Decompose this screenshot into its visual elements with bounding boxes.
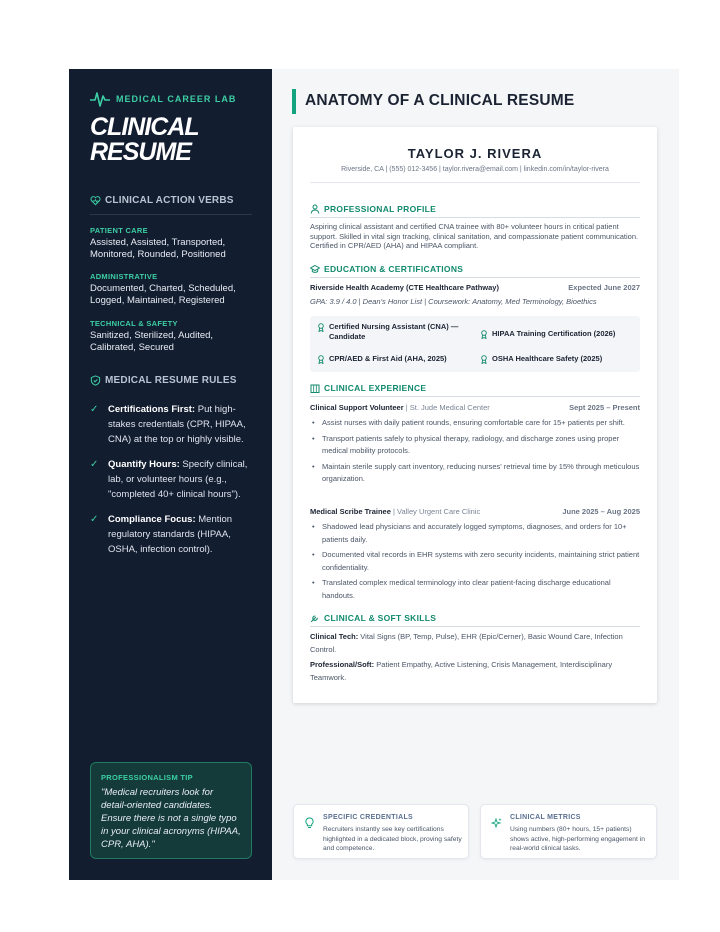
rule-item [90,402,255,447]
heart-pulse-icon [90,195,101,206]
divider [310,626,640,627]
credentials-card [293,804,469,859]
brand-name: MEDICAL CAREER LAB [116,94,237,104]
skills-heading [310,613,436,623]
card-heading: CLINICAL METRICS [510,814,581,821]
shield-check-icon [90,375,101,386]
job-org-separator: | [403,403,410,412]
resume-card [293,127,657,703]
verbs-heading [90,195,234,206]
verb-group [90,272,260,307]
job-bullets [310,417,642,489]
school-date: Expected June 2027 [568,283,640,292]
experience-heading [310,383,426,393]
award-icon [480,355,488,364]
resume-sheet [69,69,679,880]
education-heading [310,264,463,274]
profile-text: Aspiring clinical assistant and certified CNA trainee with 80+ volunteer hours in critical patient support. Skilled in vital sign tracking, clinical sanitation, and compassionate patient communication. Certified in CPR/AED (AHA) and HIPAA compliant. [310,222,639,250]
award-icon [480,330,488,339]
verb-list: Sanitized, Sterilized, Audited, Calibrated, Secured [90,330,214,353]
skill-value: Patient Empathy, Active Listening, Crisis Management, Interdisciplinary Teamwork. [310,660,613,682]
divider [310,396,640,397]
checkmark-icon: ✓ [90,514,99,525]
verb-category: ADMINISTRATIVE [90,272,158,281]
profile-heading [310,204,436,214]
profile-heading-label: PROFESSIONAL PROFILE [324,204,437,214]
job-bullets [310,521,642,605]
skill-key: Clinical Tech: [310,632,359,641]
cert-item [480,354,640,364]
job-header [310,403,640,412]
rule-body: Specify clinical, lab, or volunteer hours (e.g., "completed 40+ clinical hours"). [108,459,248,500]
job-bullet: • Translated complex medical terminology into clear patient-facing discharge educational handouts. [310,577,642,602]
page-title: ANATOMY OF A CLINICAL RESUME [305,92,575,109]
rule-text [108,512,255,557]
verb-group [90,319,260,354]
school-name: Riverside Health Academy (CTE Healthcare Pathway) [310,283,499,292]
job-bullet: • Shadowed lead physicians and accurately logged symptoms, diagnoses, and orders for 10+ patients daily. [310,521,642,546]
job-org-separator: | [390,507,397,516]
job-bullet: • Transport patients safely to physical therapy, radiology, and discharge zones using proper medical mobility protocols. [310,433,642,458]
rule-body: Put high-stakes credentials (CPR, HIPAA, CNA) at the top or highly visible. [108,404,246,445]
certifications-box [310,316,640,372]
sidebar-title [90,115,199,165]
cert-item [317,354,477,364]
rules-heading-label: MEDICAL RESUME RULES [105,375,237,386]
checkmark-icon: ✓ [90,404,99,415]
job-bullet: • Documented vital records in EHR systems with zero security incidents, maintaining strict patient confidentiality. [310,549,642,574]
rule-text [108,402,255,447]
verbs-heading-label: CLINICAL ACTION VERBS [105,195,234,206]
job-dates: June 2025 – Aug 2025 [562,507,640,516]
heading-accent-bar [292,89,296,114]
wrench-icon [310,613,320,623]
cert-label: CPR/AED & First Aid (AHA, 2025) [329,354,447,363]
verb-category: PATIENT CARE [90,226,148,235]
cert-item [317,322,467,342]
verb-list: Assisted, Assisted, Transported, Monitored, Rounded, Positioned [90,237,226,260]
divider [90,214,252,215]
gpa-line: GPA: 3.9 / 4.0 | Dean's Honor List | Coursework: Anatomy, Med Terminology, Bioethics [310,297,597,306]
award-icon [317,323,325,332]
rule-text [108,457,255,502]
rule-item [90,512,255,557]
rule-body: Mention regulatory standards (HIPAA, OSHA, infection control). [108,514,233,555]
card-text: Recruiters instantly see key certifications highlighted in a dedicated block, proving safety and competence. [323,826,462,852]
user-icon [310,204,320,214]
education-heading-label: EDUCATION & CERTIFICATIONS [324,264,464,274]
card-text: Using numbers (80+ hours, 15+ patients) shows active, high-performing engagement in real-world clinical tasks. [510,826,645,852]
title-line-2: RESUME [90,138,191,166]
hospital-building-icon [310,383,320,393]
verb-category: TECHNICAL & SAFETY [90,319,178,328]
job-bullet: • Assist nurses with daily patient rounds, ensuring comfortable care for 15+ patients per shift. [310,417,642,430]
cert-label: Certified Nursing Assistant (CNA) — Candidate [329,322,459,341]
job-org: Valley Urgent Care Clinic [397,507,481,516]
professionalism-tip [90,762,252,859]
job-bullet: • Maintain sterile supply cart inventory, reducing nurses' retrieval time by 15% through meticulous organization. [310,461,642,486]
skill-line [310,659,640,684]
divider [310,182,640,183]
rule-lead: Quantify Hours: [108,459,180,470]
divider [310,217,640,218]
sidebar [69,69,272,880]
rule-lead: Certifications First: [108,404,196,415]
tip-text: "Medical recruiters look for detail-oriented candidates. Ensure there is not a single typo in your clinical acronyms (HIPAA, CPR, AHA)." [101,787,241,850]
rule-lead: Compliance Focus: [108,514,196,525]
job-title: Clinical Support Volunteer [310,403,404,412]
cert-label: OSHA Healthcare Safety (2025) [492,354,603,363]
contact-line: Riverside, CA | (555) 012-3456 | taylor.rivera@email.com | linkedin.com/in/taylor-rivera [341,166,609,173]
verb-list: Documented, Charted, Scheduled, Logged, Maintained, Registered [90,283,236,306]
job-org: St. Jude Medical Center [409,403,490,412]
graduation-cap-icon [310,264,320,274]
job-title-line [310,403,490,412]
candidate-name: TAYLOR J. RIVERA [407,146,543,161]
job-title: Medical Scribe Trainee [310,507,391,516]
skill-key: Professional/Soft: [310,660,375,669]
experience-heading-label: CLINICAL EXPERIENCE [324,383,427,393]
award-icon [317,355,325,364]
card-heading: SPECIFIC CREDENTIALS [323,814,414,821]
cert-item [480,329,640,339]
skills-heading-label: CLINICAL & SOFT SKILLS [324,613,437,623]
skill-value: Vital Signs (BP, Temp, Pulse), EHR (Epic/Cerner), Basic Wound Care, Infection Control. [310,632,623,654]
verb-group [90,226,260,261]
heartbeat-icon [90,90,110,108]
education-row [310,283,640,292]
cert-label: HIPAA Training Certification (2026) [492,329,616,338]
rules-heading [90,375,237,386]
skill-line [310,631,640,656]
checkmark-icon: ✓ [90,459,99,470]
sparkle-icon [491,817,502,829]
job-header [310,507,640,516]
rule-item [90,457,255,502]
brand [90,90,236,108]
job-title-line [310,507,480,516]
title-line-1: CLINICAL [90,113,199,141]
rules-list [90,402,255,567]
job-dates: Sept 2025 – Present [569,403,640,412]
lightbulb-icon [304,817,315,829]
divider [310,277,640,278]
tip-label: PROFESSIONALISM TIP [101,773,193,782]
metrics-card [480,804,657,859]
